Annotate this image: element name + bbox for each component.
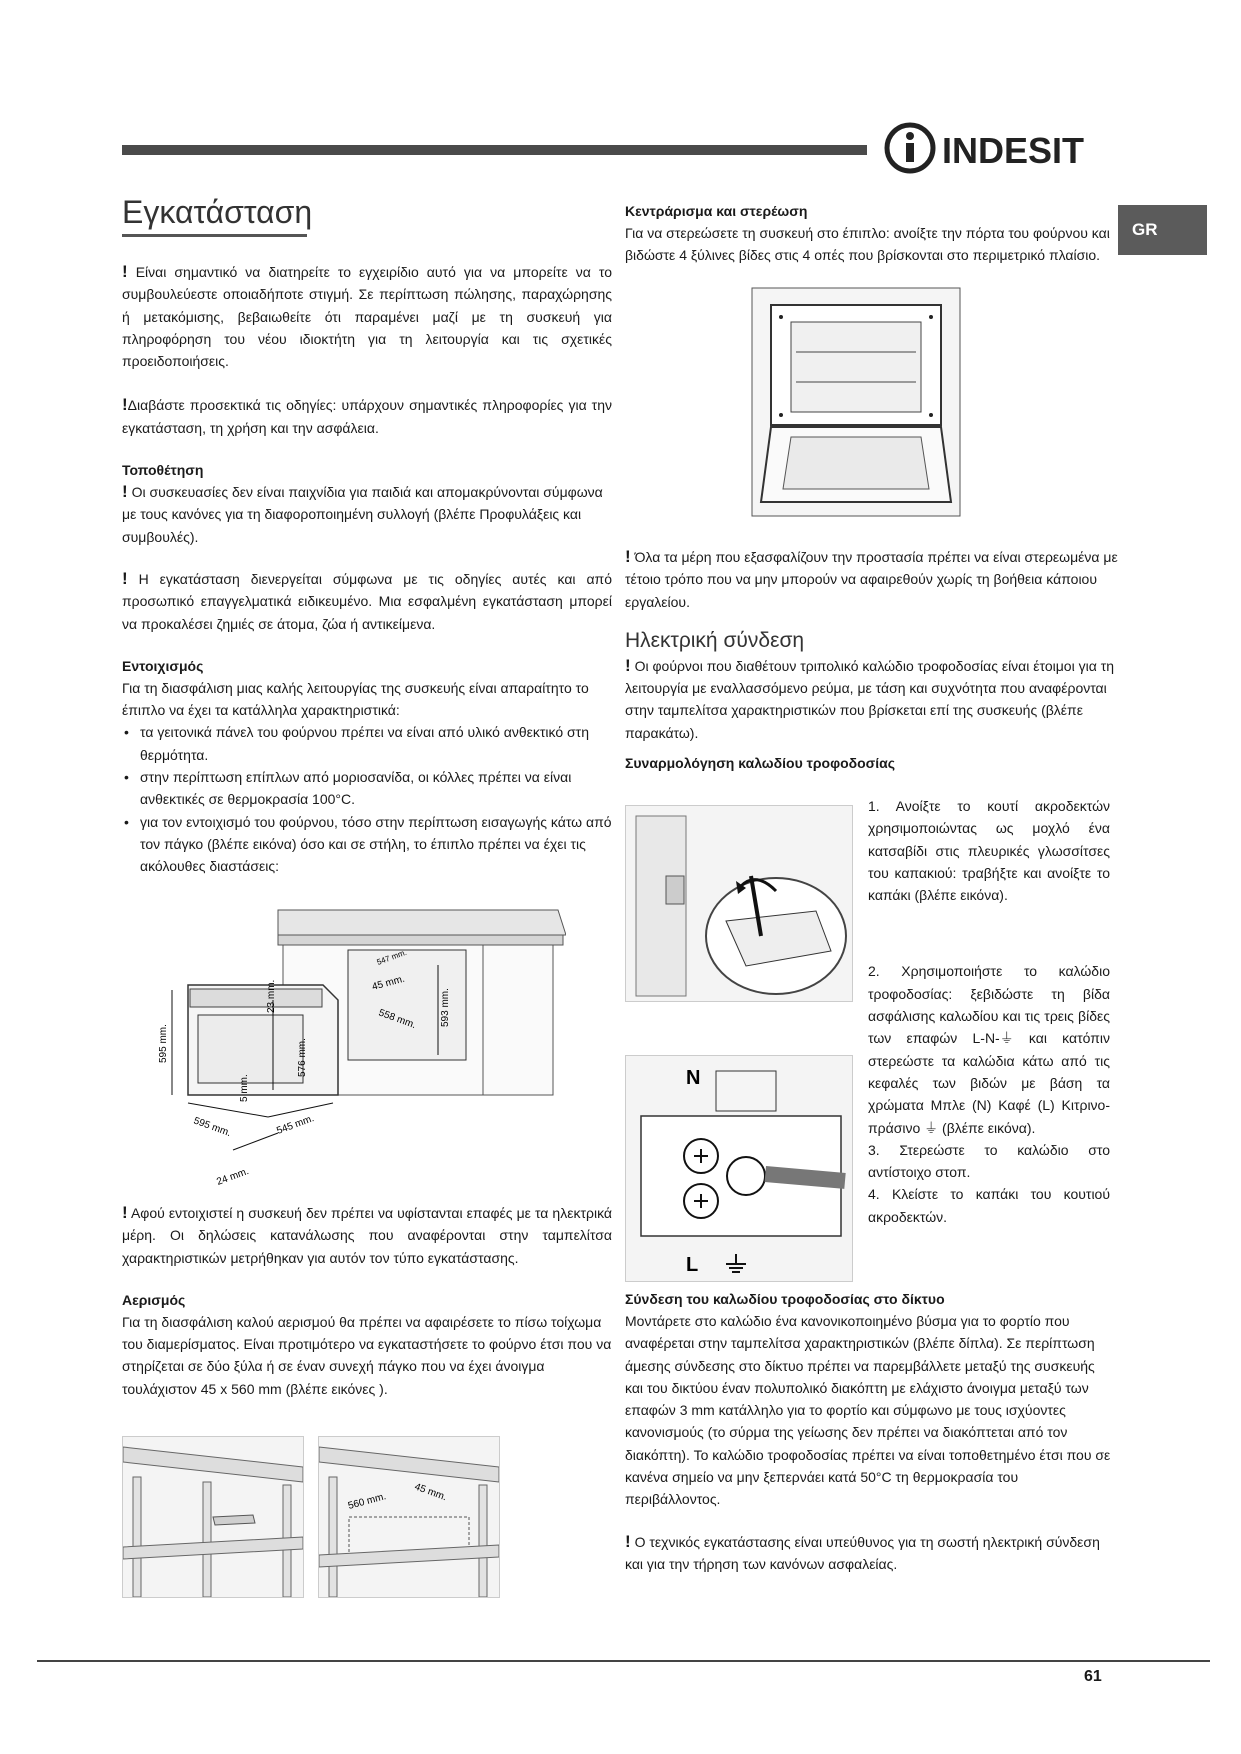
builtin-heading: Εντοιχισμός [122, 657, 204, 674]
builtin-dimensions-figure [148, 905, 566, 1195]
page-title: Εγκατάσταση [122, 194, 313, 230]
installer-note: ! Ο τεχνικός εγκατάστασης είναι υπεύθυνος για τη σωστή ηλεκτρική σύνδεση και για την τήρηση των κανόνων ασφαλείας. [625, 1531, 1100, 1572]
ventilation-paragraph: Για τη διασφάλιση καλού αερισμού θα πρέπει να αφαιρέσετε το πίσω τοίχωμα του διαμερίσματος. Είναι προτιμότερο να εγκαταστήσετε το φούρνο έτσι που να στηρίζεται σε δύο ξύλα ή σε έναν συνεχή πάγκο που να έχει άνοιγμα τουλάχιστον 45 x 560 mm (βλέπε εικόνες ). [122, 1313, 612, 1397]
placement-paragraph-1: ! Οι συσκευασίες δεν είναι παιχνίδια για παιδιά και απομακρύνονται σύμφωνα με τους κανόνες για τη διαφοροποιημένη συλλογή (βλέπε Προφυλάξεις και συμβουλές). [122, 482, 603, 545]
dim-label: 5 mm. [239, 1074, 250, 1102]
dim-label: 545 mm. [275, 1113, 316, 1137]
dim-label: 23 mm. [266, 979, 277, 1013]
centering-paragraph: Για να στερεώσετε τη συσκευή στο έπιπλο: ανοίξτε την πόρτα του φούρνου και βιδώστε 4 ξύλινες βίδες στις 4 οπές που βρίσκονται στο περιμετρικό πλαίσιο. [625, 225, 1110, 264]
step-4: 4. Κλείστε το καπάκι του κουτιού ακροδεκτών. [868, 1186, 1110, 1225]
terminal-box-open-figure [625, 805, 853, 1002]
intro-paragraph-1: ! Είναι σημαντικό να διατηρείτε το εγχειρίδιο αυτό για να μπορείτε να το συμβουλεύεστε οποιαδήποτε στιγμή. Σε περίπτωση πώλησης, παραχώρησης ή μετακόμισης, βεβαιωθείτε ότι παραμένει μαζί με τη συσκευή για πληροφόρηση του νέου ιδιοκτήτη για τη λειτουργία και τις σχετικές προειδοποιήσεις. [122, 262, 612, 370]
intro-paragraph-2: !Διαβάστε προσεκτικά τις οδηγίες: υπάρχουν σημαντικές πληροφορίες για την εγκατάσταση, τη χρήση και την ασφάλεια. [122, 395, 612, 436]
protection-paragraph: ! Όλα τα μέρη που εξασφαλίζουν την προστασία πρέπει να είναι στερεωμένα με τέτοιο τρόπο που να μην μπορούν να αφαιρεθούν χωρίς τη βοήθεια κάποιου εργαλείου. [625, 547, 1118, 610]
right-column-bottom [625, 1288, 1115, 1575]
dim-label: 593 mm. [440, 988, 451, 1027]
network-paragraph: Μοντάρετε στο καλώδιο ένα κανονικοποιημένο βύσμα για το φορτίο που αναφέρεται στην ταμπελίτσα χαρακτηριστικών (βλέπε δίπλα). Σε περίπτωση άμεσης σύνδεσης στο δίκτυο πρέπει να παρεμβάλλετε μεταξύ της συσκευής και του δικτύου έναν πολυπολικό διακόπτη με ελάχιστο άνοιγμα μεταξύ των επαφών 3 mm κατάλληλο για το φορτίο και σύμφωνο με τους ισχύοντες κανονισμούς (το σύρμα της γείωσης δεν πρέπει να διακόπτεται από τον διακόπτη). Το καλώδιο τροφοδοσίας πρέπει να είναι τοποθετημένο έτσι που σε κανένα σημείο να μην ξεπερνάει κατά 50°C τη θερμοκρασία του περιβάλλοντος. [625, 1313, 1111, 1508]
right-column-mid [625, 546, 1120, 774]
placement-paragraph-2: ! Η εγκατάσταση διενεργείται σύμφωνα με τις οδηγίες αυτές και από προσωπικό επαγγελματικά ειδικευμένο. Μια εσφαλμένη εγκατάσταση μπορεί να προκαλέσει ζημιές σε άτομα, ζώα ή αντικείμενα. [122, 568, 613, 632]
placement-heading: Τοποθέτηση [122, 462, 204, 479]
footer-rule [37, 1660, 1210, 1662]
list-item: • για τον εντοιχισμό του φούρνου, τόσο στην περίπτωση εισαγωγής κάτω από τον πάγκο (βλέπε εικόνα) όσο και σε στήλη, το έπιπλο πρέπει να έχει τις ακόλουθες διαστάσεις: [122, 811, 612, 878]
electrical-intro: ! Οι φούρνοι που διαθέτουν τριπολικό καλώδιο τροφοδοσίας είναι έτοιμοι για τη λειτουργία με εναλλασσόμενο ρεύμα, με τάση και συχνότητα που αναφέρονται στην ταμπελίτσα χαρακτηριστικών που βρίσκεται επί της συσκευής (βλέπε παρακάτω). [625, 655, 1115, 741]
ventilation-figure-2 [318, 1436, 500, 1598]
vent-dim-label: 45 mm. [412, 1481, 449, 1504]
dim-label: 45 mm. [370, 973, 406, 993]
dim-label: 558 mm. [376, 1007, 418, 1032]
assembly-steps [868, 795, 1110, 1228]
step-2: 2. Χρησιμοποιήστε το καλώδιο τροφοδοσίας: ξεβιδώστε τη βίδα ασφάλισης καλωδίου και τις τρεις βίδες των επαφών L-N-⏚ και κατόπιν στερεώστε τα καλώδια κάτω από τις κεφαλές των βιδών με βάση τα χρώματα Μπλε (N) Καφέ (L) Κιτρινο-πράσινο ⏚ (βλέπε εικόνα). [868, 963, 1110, 1136]
oven-fixing-figure [751, 287, 961, 517]
builtin-intro: Για τη διασφάλιση μιας καλής λειτουργίας της συσκευής είναι απαραίτητο το έπιπλο να έχει τα κατάλληλα χαρακτηριστικά: [122, 679, 589, 719]
step-3: 3. Στερεώστε το καλώδιο στο αντίστοιχο στοπ. [868, 1141, 1110, 1181]
right-column-top [625, 200, 1115, 267]
ventilation-figure-1 [122, 1436, 304, 1598]
brand-name: INDESIT [942, 130, 1085, 171]
step-1: 1. Ανοίξτε το κουτί ακροδεκτών χρησιμοποιώντας ως μοχλό ένα κατσαβίδι στις πλευρικές γλωσσίτσες του καπακιού: τραβήξτε και ανοίξτε το καπάκι (βλέπε εικόνα). [868, 798, 1110, 904]
brand-logo [882, 120, 1112, 176]
dim-label: 576 mm. [297, 1038, 308, 1077]
page-number: 61 [1084, 1668, 1102, 1685]
ventilation-heading: Αερισμός [122, 1291, 186, 1308]
builtin-after-paragraph: ! Αφού εντοιχιστεί η συσκευή δεν πρέπει να υφίστανται επαφές με τα ηλεκτρικά μέρη. Οι δηλώσεις κατανάλωσης που αναφέρονται στην ταμπελίτσα χαρακτηριστικών μετρήθηκαν για αυτόν τον τύπο εγκατάστασης. [122, 1203, 612, 1266]
terminal-wiring-figure [625, 1055, 853, 1282]
dim-label: 547 mm. [375, 947, 408, 967]
dim-label: 595 mm. [158, 1024, 169, 1063]
language-tab: GR [1118, 205, 1207, 255]
header-rule [122, 145, 867, 155]
dim-label: 24 mm. [215, 1166, 251, 1188]
list-item: • τα γειτονικά πάνελ του φούρνου πρέπει να είναι από υλικό ανθεκτικό στη θερμότητα. [122, 721, 612, 766]
dim-label: 595 mm. [191, 1115, 233, 1140]
network-heading: Σύνδεση του καλωδίου τροφοδοσίας στο δίκτυο [625, 1291, 945, 1307]
ground-icon [726, 1254, 746, 1272]
vent-dim-label: 560 mm. [346, 1491, 388, 1512]
left-column-lower [122, 1202, 612, 1400]
builtin-requirements-list [122, 721, 612, 877]
title-underline [122, 234, 307, 237]
list-item: • στην περίπτωση επίπλων από μοριοσανίδα, οι κόλλες πρέπει να είναι ανθεκτικές σε θερμοκρασία 100°C. [122, 766, 612, 811]
assembly-heading: Συναρμολόγηση καλωδίου τροφοδοσίας [625, 755, 896, 772]
centering-heading: Κεντράρισμα και στερέωση [625, 203, 808, 219]
left-column [122, 192, 612, 878]
terminal-n-label: N [686, 1067, 701, 1089]
terminal-l-label: L [686, 1254, 699, 1276]
electrical-title: Ηλεκτρική σύνδεση [625, 628, 805, 652]
